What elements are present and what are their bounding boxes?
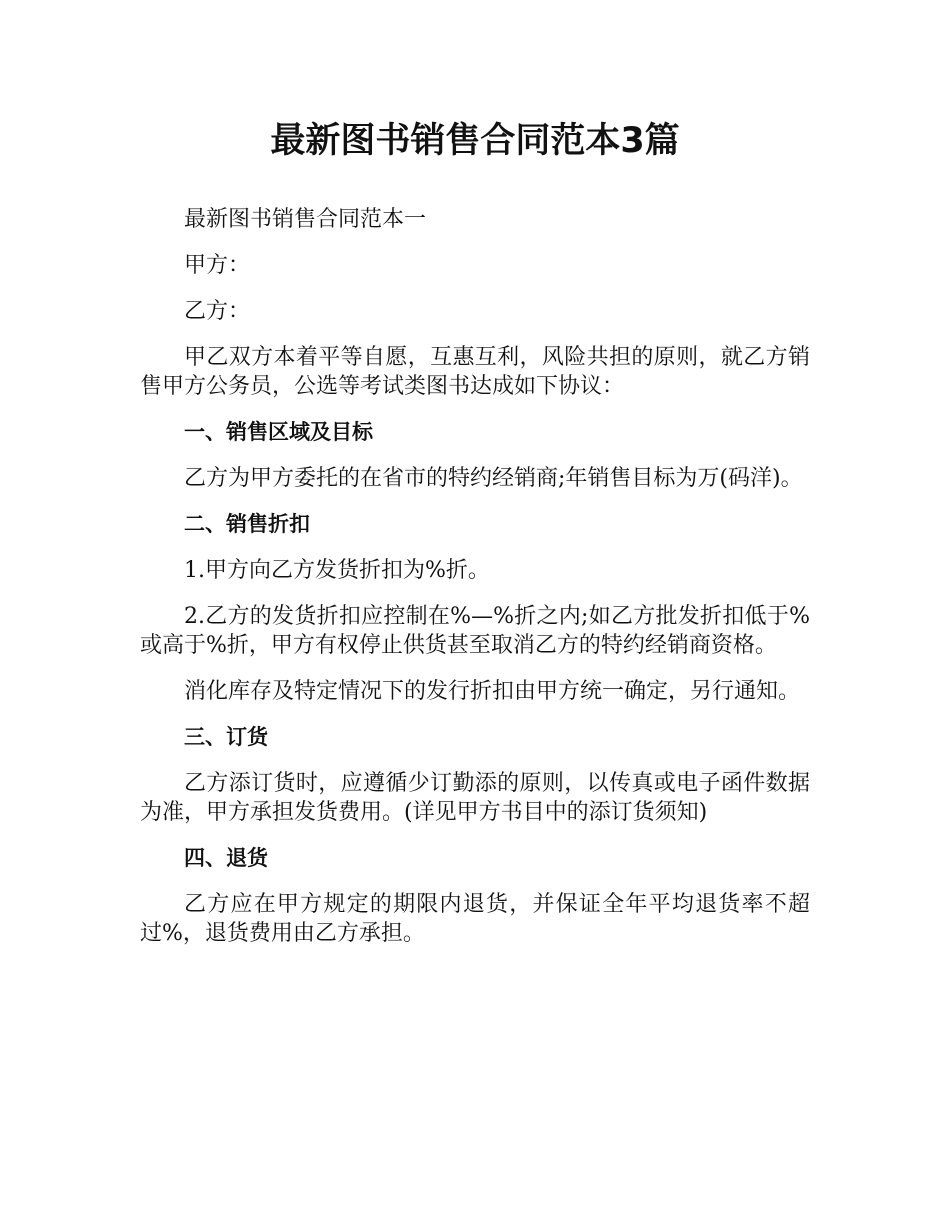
- document-title: 最新图书销售合同范本3篇: [270, 121, 680, 161]
- paragraph-returns: 乙方应在甲方规定的期限内退货，并保证全年平均退货率不超过%，退货费用由乙方承担。: [140, 892, 810, 946]
- paragraph-preamble: 甲乙双方本着平等自愿，互惠互利，风险共担的原则，就乙方销售甲方公务员，公选等考试类图书达成如下协议：: [140, 345, 810, 399]
- paragraph-discount-3: 消化库存及特定情况下的发行折扣由甲方统一确定，另行通知。: [184, 679, 801, 704]
- paragraph-discount-1: 1.甲方向乙方发货折扣为%折。: [184, 558, 490, 583]
- section-heading-2: 二、销售折扣: [184, 512, 310, 536]
- paragraph-ordering: 乙方添订货时，应遵循少订勤添的原则，以传真或电子函件数据为准，甲方承担发货费用。(详见甲方书目中的添订货须知): [140, 771, 810, 825]
- section-heading-1: 一、销售区域及目标: [184, 420, 373, 444]
- document-body: [140, 205, 810, 965]
- paragraph-sales-region: 乙方为甲方委托的在省市的特约经销商;年销售目标为万(码洋)。: [184, 466, 803, 491]
- section-heading-3: 三、订货: [184, 725, 268, 749]
- paragraph-discount-2: 2.乙方的发货折扣应控制在%—%折之内;如乙方批发折扣低于%或高于%折，甲方有权停止供货甚至取消乙方的特约经销商资格。: [140, 604, 810, 658]
- section-heading-4: 四、退货: [184, 846, 268, 870]
- paragraph-party-b: 乙方：: [184, 299, 251, 324]
- paragraph-party-a: 甲方：: [184, 253, 251, 278]
- paragraph-subtitle: 最新图书销售合同范本一: [184, 207, 427, 232]
